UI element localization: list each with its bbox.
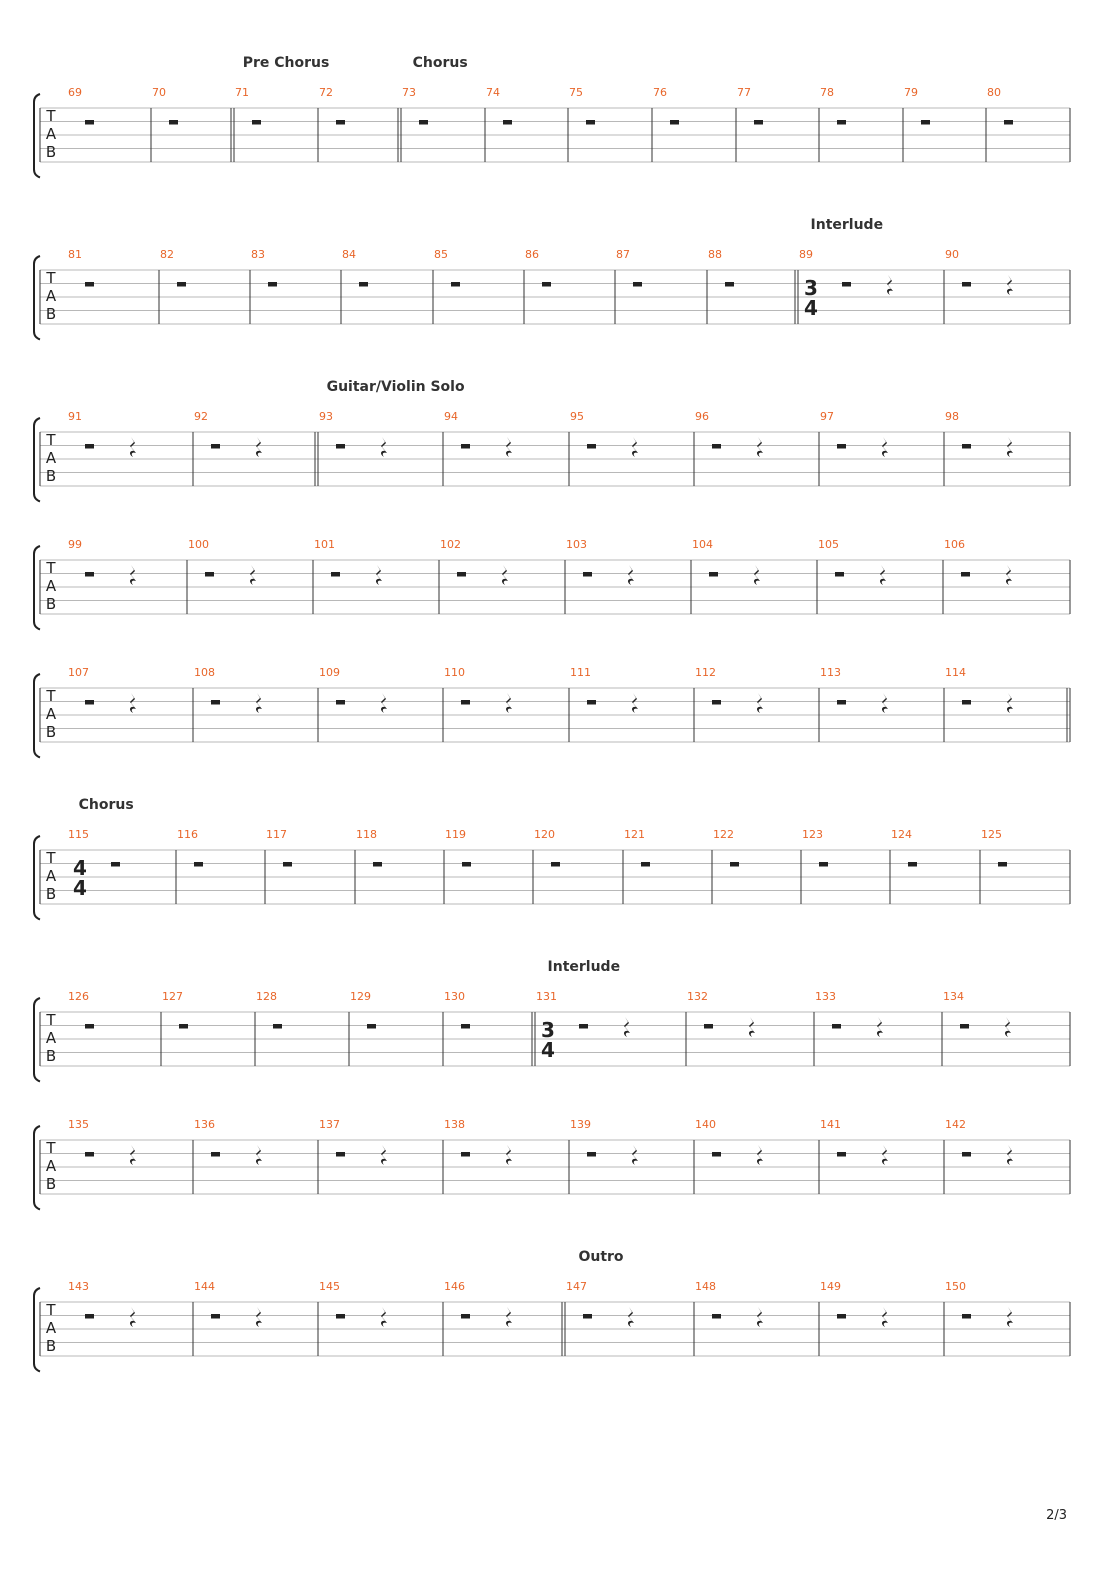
measure-number: 114 <box>945 666 966 679</box>
tab-clef-a: A <box>45 705 57 723</box>
rest-mark <box>632 693 638 713</box>
time-signature-top: 3 <box>541 1018 555 1042</box>
tab-clef-b: B <box>45 1337 57 1355</box>
measure-number: 98 <box>945 410 959 423</box>
rest-mark <box>1007 437 1013 457</box>
tab-clef-b: B <box>45 143 57 161</box>
section-label: Interlude <box>810 217 884 233</box>
rest-mark <box>632 437 638 457</box>
measure-number: 95 <box>570 410 584 423</box>
rest-mark <box>85 1152 94 1157</box>
section-label: Chorus <box>78 797 134 813</box>
measure-number: 129 <box>350 990 371 1003</box>
measure-number: 134 <box>943 990 964 1003</box>
rest-mark <box>506 437 512 457</box>
rest-mark <box>205 572 214 577</box>
rest-mark <box>462 862 471 867</box>
rest-mark <box>587 444 596 449</box>
tab-clef-a: A <box>45 287 57 305</box>
rest-mark <box>712 700 721 705</box>
measure-number: 133 <box>815 990 836 1003</box>
rest-mark <box>1007 1307 1013 1327</box>
rest-mark <box>579 1024 588 1029</box>
measure-number: 83 <box>251 248 265 261</box>
measure-number: 76 <box>653 86 667 99</box>
section-label: Guitar/Violin Solo <box>326 379 465 395</box>
measure-number: 86 <box>525 248 539 261</box>
time-signature-top: 4 <box>73 856 87 880</box>
measure-number: 121 <box>624 828 645 841</box>
rest-mark <box>211 700 220 705</box>
rest-mark <box>85 1024 94 1029</box>
measure-number: 144 <box>194 1280 215 1293</box>
measure-number: 102 <box>440 538 461 551</box>
rest-mark <box>381 1307 387 1327</box>
measure-number: 93 <box>319 410 333 423</box>
rest-mark <box>628 1307 634 1327</box>
tab-clef-a: A <box>45 1157 57 1175</box>
tab-clef-t: T <box>46 1011 56 1029</box>
rest-mark <box>1005 1017 1011 1037</box>
rest-mark <box>837 700 846 705</box>
measure-number: 146 <box>444 1280 465 1293</box>
system-bracket <box>34 674 40 757</box>
rest-mark <box>757 1145 763 1165</box>
rest-mark <box>586 120 595 125</box>
measure-number: 150 <box>945 1280 966 1293</box>
rest-mark <box>130 1145 136 1165</box>
rest-mark <box>962 1152 971 1157</box>
rest-mark <box>704 1024 713 1029</box>
time-signature-bottom: 4 <box>541 1038 555 1062</box>
rest-mark <box>211 1152 220 1157</box>
measure-number: 78 <box>820 86 834 99</box>
rest-mark <box>461 1152 470 1157</box>
measure-number: 84 <box>342 248 356 261</box>
rest-mark <box>749 1017 755 1037</box>
measure-number: 128 <box>256 990 277 1003</box>
measure-number: 122 <box>713 828 734 841</box>
rest-mark <box>336 1152 345 1157</box>
measure-number: 131 <box>536 990 557 1003</box>
rest-mark <box>837 1152 846 1157</box>
rest-mark <box>451 282 460 287</box>
rest-mark <box>336 444 345 449</box>
rest-mark <box>551 862 560 867</box>
section-label: Chorus <box>412 55 468 71</box>
measure-number: 85 <box>434 248 448 261</box>
section-label: Pre Chorus <box>242 55 330 71</box>
rest-mark <box>757 437 763 457</box>
rest-mark <box>962 444 971 449</box>
rest-mark <box>461 1314 470 1319</box>
rest-mark <box>960 1024 969 1029</box>
measure-number: 77 <box>737 86 751 99</box>
tab-clef-a: A <box>45 449 57 467</box>
measure-number: 136 <box>194 1118 215 1131</box>
rest-mark <box>336 120 345 125</box>
section-label: Interlude <box>547 959 621 975</box>
rest-mark <box>169 120 178 125</box>
rest-mark <box>583 572 592 577</box>
time-signature-bottom: 4 <box>804 296 818 320</box>
measure-number: 120 <box>534 828 555 841</box>
system-bracket <box>34 1126 40 1209</box>
measure-number: 135 <box>68 1118 89 1131</box>
rest-mark <box>819 862 828 867</box>
rest-mark <box>725 282 734 287</box>
tab-clef-b: B <box>45 1175 57 1193</box>
tab-clef-t: T <box>46 269 56 287</box>
tab-clef-b: B <box>45 305 57 323</box>
rest-mark <box>998 862 1007 867</box>
rest-mark <box>461 444 470 449</box>
rest-mark <box>961 572 970 577</box>
tab-clef-b: B <box>45 595 57 613</box>
measure-number: 70 <box>152 86 166 99</box>
tab-clef-a: A <box>45 1029 57 1047</box>
tab-clef-t: T <box>46 1301 56 1319</box>
measure-number: 149 <box>820 1280 841 1293</box>
rest-mark <box>373 862 382 867</box>
rest-mark <box>506 1145 512 1165</box>
rest-mark <box>1007 693 1013 713</box>
measure-number: 139 <box>570 1118 591 1131</box>
rest-mark <box>85 572 94 577</box>
rest-mark <box>283 862 292 867</box>
rest-mark <box>962 1314 971 1319</box>
measure-number: 140 <box>695 1118 716 1131</box>
rest-mark <box>632 1145 638 1165</box>
rest-mark <box>457 572 466 577</box>
rest-mark <box>908 862 917 867</box>
rest-mark <box>882 1307 888 1327</box>
measure-number: 109 <box>319 666 340 679</box>
rest-mark <box>503 120 512 125</box>
tab-clef-b: B <box>45 723 57 741</box>
rest-mark <box>130 693 136 713</box>
rest-mark <box>381 693 387 713</box>
tab-clef-b: B <box>45 467 57 485</box>
rest-mark <box>256 437 262 457</box>
measure-number: 94 <box>444 410 458 423</box>
rest-mark <box>367 1024 376 1029</box>
measure-number: 97 <box>820 410 834 423</box>
rest-mark <box>1004 120 1013 125</box>
measure-number: 132 <box>687 990 708 1003</box>
measure-number: 88 <box>708 248 722 261</box>
rest-mark <box>842 282 851 287</box>
rest-mark <box>211 1314 220 1319</box>
rest-mark <box>461 700 470 705</box>
measure-number: 91 <box>68 410 82 423</box>
rest-mark <box>624 1017 630 1037</box>
rest-mark <box>85 1314 94 1319</box>
rest-mark <box>641 862 650 867</box>
rest-mark <box>837 120 846 125</box>
rest-mark <box>502 565 508 585</box>
measure-number: 74 <box>486 86 500 99</box>
measure-number: 69 <box>68 86 82 99</box>
rest-mark <box>85 444 94 449</box>
rest-mark <box>880 565 886 585</box>
measure-number: 75 <box>569 86 583 99</box>
rest-mark <box>757 1307 763 1327</box>
rest-mark <box>882 437 888 457</box>
rest-mark <box>709 572 718 577</box>
system-bracket <box>34 998 40 1081</box>
rest-mark <box>177 282 186 287</box>
measure-number: 118 <box>356 828 377 841</box>
measure-number: 72 <box>319 86 333 99</box>
system-bracket <box>34 546 40 629</box>
rest-mark <box>85 120 94 125</box>
tab-clef-t: T <box>46 431 56 449</box>
measure-number: 147 <box>566 1280 587 1293</box>
measure-number: 100 <box>188 538 209 551</box>
rest-mark <box>882 693 888 713</box>
rest-mark <box>712 1314 721 1319</box>
rest-mark <box>670 120 679 125</box>
rest-mark <box>179 1024 188 1029</box>
measure-number: 82 <box>160 248 174 261</box>
measure-number: 123 <box>802 828 823 841</box>
rest-mark <box>962 700 971 705</box>
tab-clef-a: A <box>45 867 57 885</box>
system-bracket <box>34 256 40 339</box>
measure-number: 108 <box>194 666 215 679</box>
rest-mark <box>506 693 512 713</box>
rest-mark <box>336 1314 345 1319</box>
rest-mark <box>887 275 893 295</box>
measure-number: 99 <box>68 538 82 551</box>
rest-mark <box>331 572 340 577</box>
tab-clef-t: T <box>46 687 56 705</box>
measure-number: 80 <box>987 86 1001 99</box>
tab-clef-t: T <box>46 107 56 125</box>
measure-number: 138 <box>444 1118 465 1131</box>
measure-number: 126 <box>68 990 89 1003</box>
tab-clef-t: T <box>46 849 56 867</box>
rest-mark <box>583 1314 592 1319</box>
rest-mark <box>336 700 345 705</box>
rest-mark <box>633 282 642 287</box>
system-bracket <box>34 418 40 501</box>
rest-mark <box>832 1024 841 1029</box>
rest-mark <box>250 565 256 585</box>
measure-number: 143 <box>68 1280 89 1293</box>
rest-mark <box>273 1024 282 1029</box>
measure-number: 117 <box>266 828 287 841</box>
rest-mark <box>757 693 763 713</box>
measure-number: 130 <box>444 990 465 1003</box>
rest-mark <box>256 1145 262 1165</box>
measure-number: 73 <box>402 86 416 99</box>
tab-clef-a: A <box>45 577 57 595</box>
rest-mark <box>835 572 844 577</box>
measure-number: 115 <box>68 828 89 841</box>
rest-mark <box>730 862 739 867</box>
rest-mark <box>877 1017 883 1037</box>
tab-clef-t: T <box>46 559 56 577</box>
rest-mark <box>381 1145 387 1165</box>
tab-clef-a: A <box>45 1319 57 1337</box>
rest-mark <box>130 1307 136 1327</box>
measure-number: 125 <box>981 828 1002 841</box>
system-bracket <box>34 94 40 177</box>
rest-mark <box>359 282 368 287</box>
section-label: Outro <box>578 1249 624 1265</box>
measure-number: 101 <box>314 538 335 551</box>
measure-number: 104 <box>692 538 713 551</box>
rest-mark <box>256 693 262 713</box>
system-bracket <box>34 1288 40 1371</box>
rest-mark <box>194 862 203 867</box>
measure-number: 148 <box>695 1280 716 1293</box>
measure-number: 111 <box>570 666 591 679</box>
rest-mark <box>85 700 94 705</box>
rest-mark <box>1006 565 1012 585</box>
rest-mark <box>419 120 428 125</box>
rest-mark <box>754 120 763 125</box>
measure-number: 142 <box>945 1118 966 1131</box>
rest-mark <box>211 444 220 449</box>
rest-mark <box>381 437 387 457</box>
rest-mark <box>921 120 930 125</box>
measure-number: 96 <box>695 410 709 423</box>
rest-mark <box>376 565 382 585</box>
measure-number: 113 <box>820 666 841 679</box>
rest-mark <box>1007 1145 1013 1165</box>
rest-mark <box>962 282 971 287</box>
rest-mark <box>837 1314 846 1319</box>
rest-mark <box>587 700 596 705</box>
measure-number: 103 <box>566 538 587 551</box>
time-signature-bottom: 4 <box>73 876 87 900</box>
measure-number: 92 <box>194 410 208 423</box>
tab-clef-t: T <box>46 1139 56 1157</box>
rest-mark <box>712 444 721 449</box>
measure-number: 90 <box>945 248 959 261</box>
page-number: 2/3 <box>1046 1508 1067 1523</box>
rest-mark <box>256 1307 262 1327</box>
rest-mark <box>837 444 846 449</box>
rest-mark <box>111 862 120 867</box>
rest-mark <box>506 1307 512 1327</box>
measure-number: 124 <box>891 828 912 841</box>
measure-number: 71 <box>235 86 249 99</box>
rest-mark <box>628 565 634 585</box>
measure-number: 105 <box>818 538 839 551</box>
measure-number: 119 <box>445 828 466 841</box>
measure-number: 127 <box>162 990 183 1003</box>
system-bracket <box>34 836 40 919</box>
tab-clef-b: B <box>45 885 57 903</box>
tab-clef-b: B <box>45 1047 57 1065</box>
measure-number: 106 <box>944 538 965 551</box>
measure-number: 112 <box>695 666 716 679</box>
rest-mark <box>461 1024 470 1029</box>
measure-number: 107 <box>68 666 89 679</box>
measure-number: 79 <box>904 86 918 99</box>
rest-mark <box>268 282 277 287</box>
measure-number: 116 <box>177 828 198 841</box>
tab-clef-a: A <box>45 125 57 143</box>
measure-number: 145 <box>319 1280 340 1293</box>
measure-number: 141 <box>820 1118 841 1131</box>
rest-mark <box>542 282 551 287</box>
measure-number: 110 <box>444 666 465 679</box>
rest-mark <box>85 282 94 287</box>
measure-number: 87 <box>616 248 630 261</box>
rest-mark <box>712 1152 721 1157</box>
measure-number: 137 <box>319 1118 340 1131</box>
measure-number: 89 <box>799 248 813 261</box>
rest-mark <box>754 565 760 585</box>
time-signature-top: 3 <box>804 276 818 300</box>
rest-mark <box>587 1152 596 1157</box>
rest-mark <box>130 437 136 457</box>
rest-mark <box>1007 275 1013 295</box>
rest-mark <box>130 565 136 585</box>
rest-mark <box>882 1145 888 1165</box>
measure-number: 81 <box>68 248 82 261</box>
rest-mark <box>252 120 261 125</box>
